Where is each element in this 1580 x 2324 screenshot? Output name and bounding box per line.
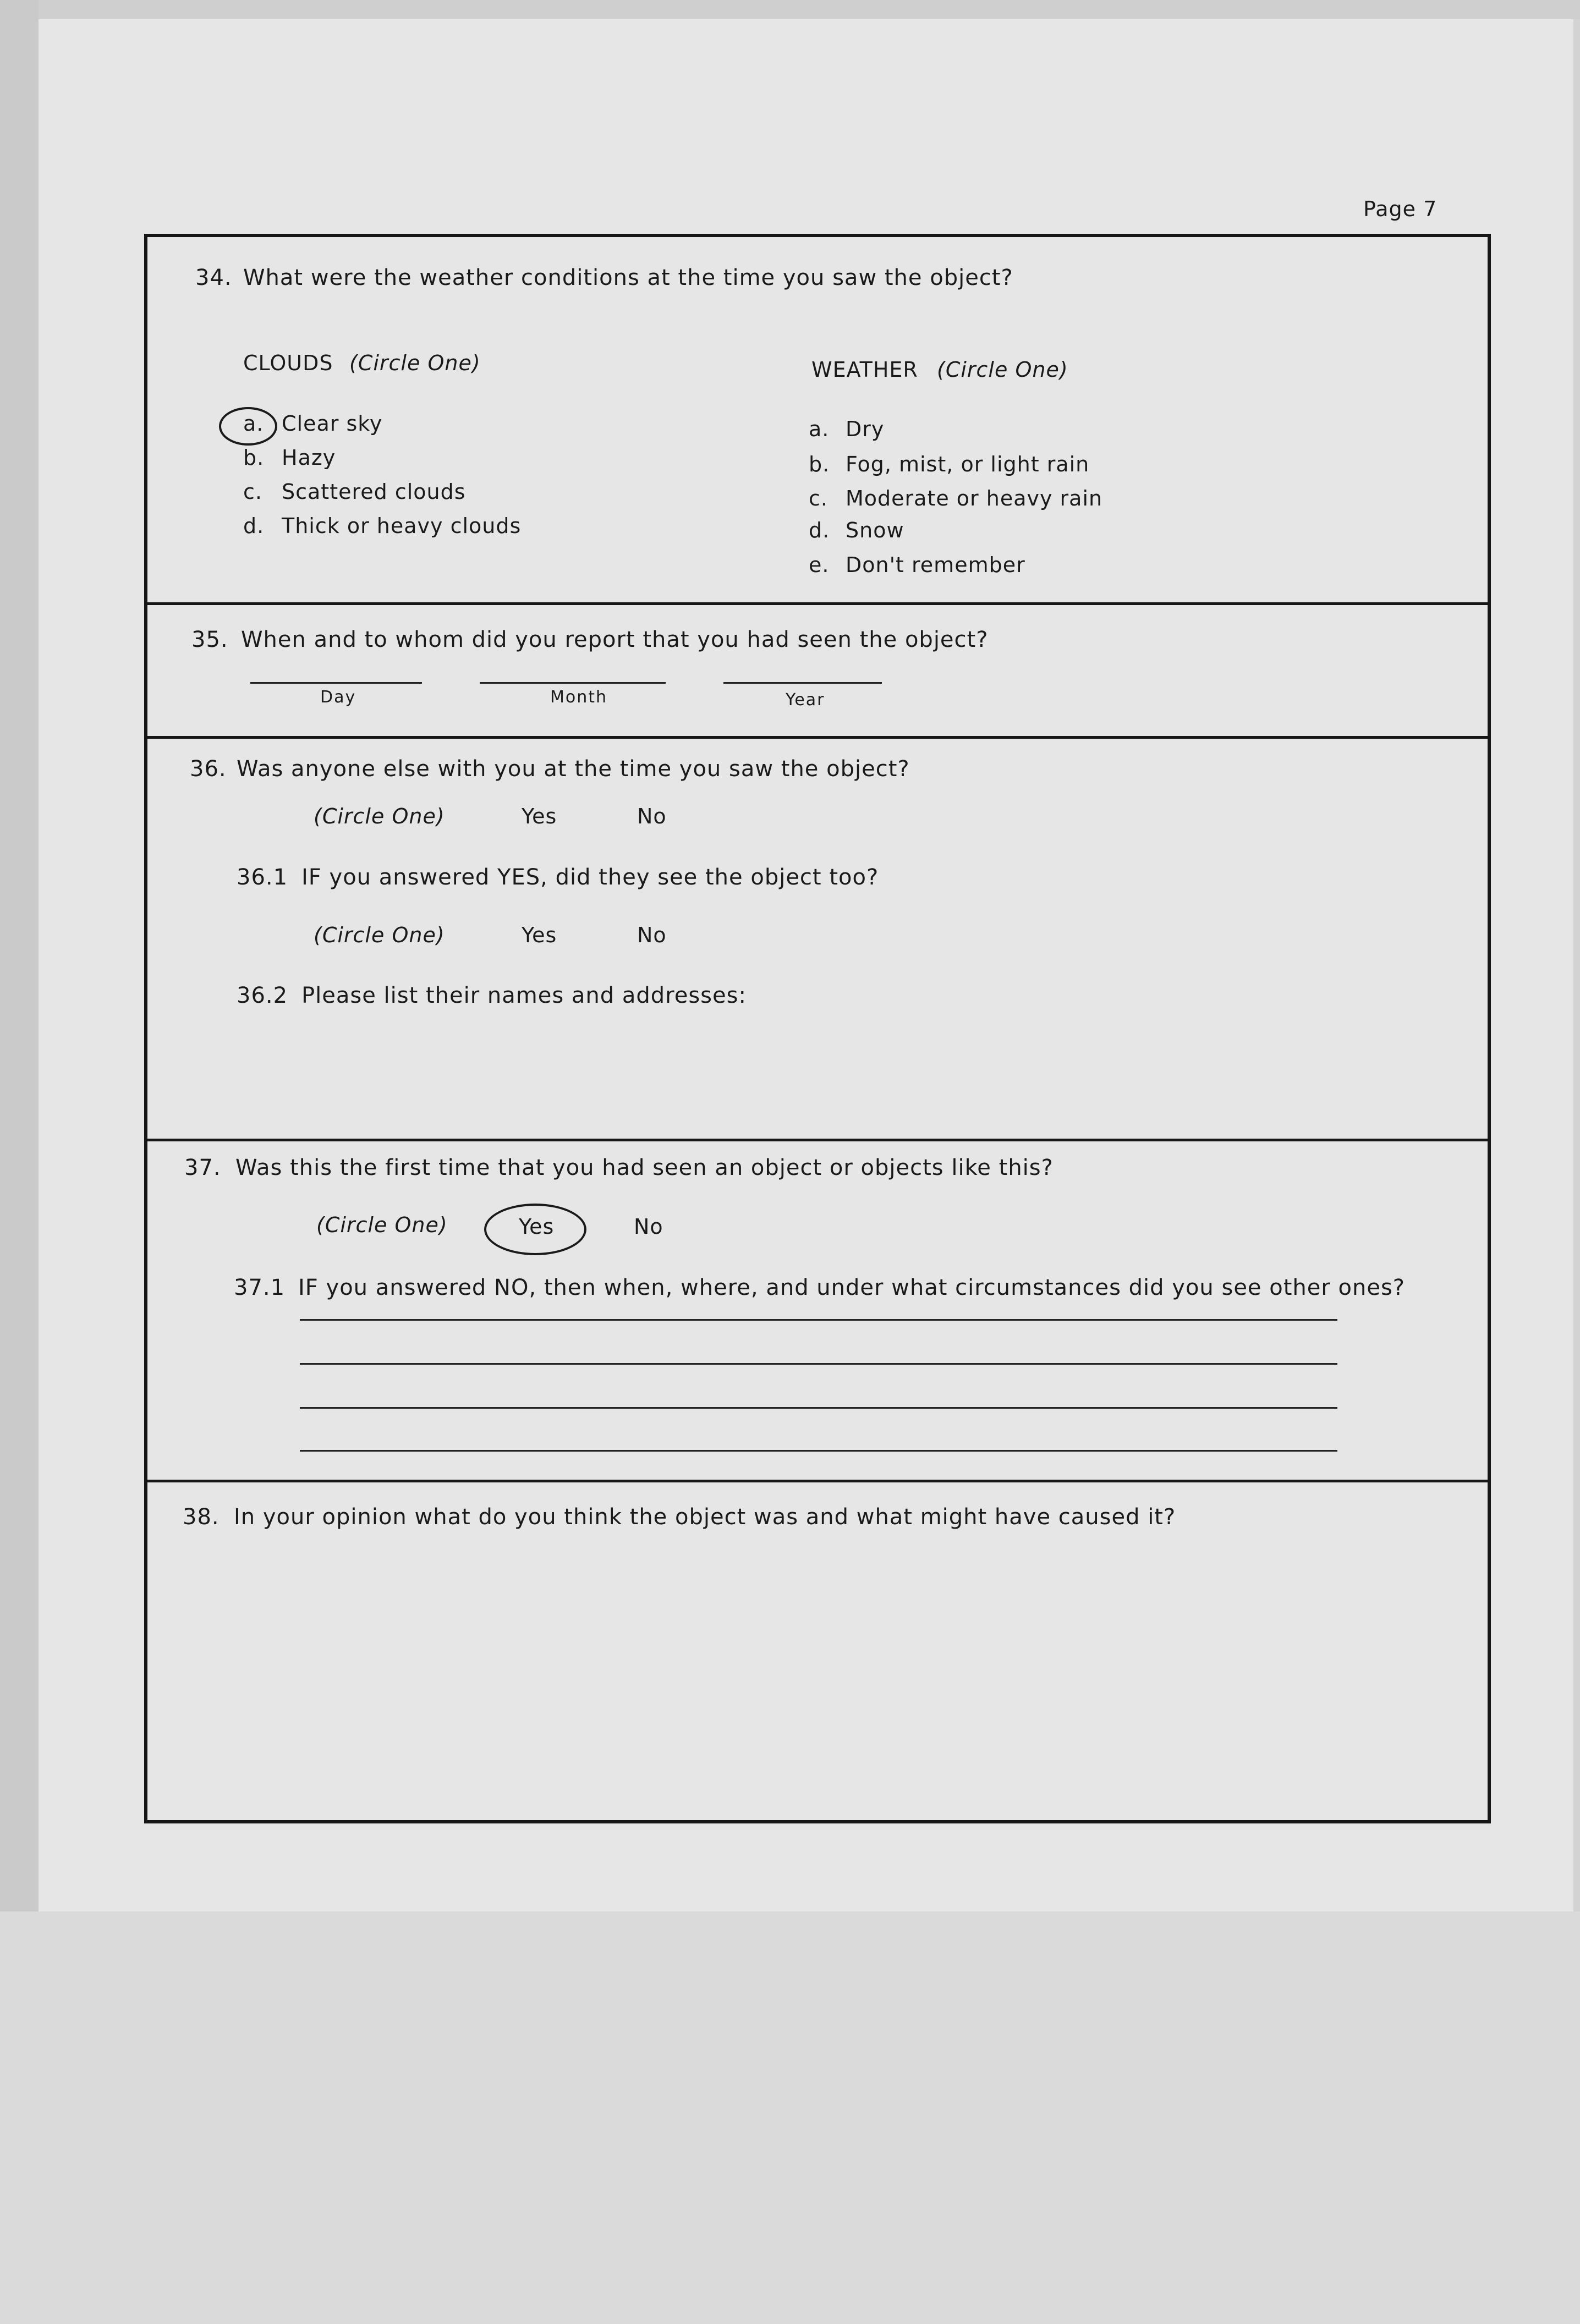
question-38-number: 38.: [183, 1504, 220, 1530]
question-36-1-no[interactable]: No: [637, 923, 667, 947]
weather-option-c-letter[interactable]: c.: [809, 486, 828, 510]
question-37-1-number: 37.1: [234, 1275, 286, 1300]
question-37-yes[interactable]: Yes: [519, 1215, 555, 1239]
answer-line-1[interactable]: [300, 1319, 1337, 1321]
question-36-1-yes[interactable]: Yes: [522, 923, 557, 947]
question-36-number: 36.: [190, 756, 227, 782]
question-36-2-text: Please list their names and addresses:: [301, 983, 747, 1008]
clouds-option-b-letter[interactable]: b.: [243, 446, 265, 470]
weather-option-d-text[interactable]: Snow: [846, 518, 904, 542]
clouds-option-d-letter[interactable]: d.: [243, 514, 265, 538]
question-36-yes[interactable]: Yes: [522, 804, 557, 828]
question-36-1-instruction: (Circle One): [314, 923, 445, 947]
weather-option-e-letter[interactable]: e.: [809, 553, 830, 577]
answer-line-2[interactable]: [300, 1363, 1337, 1365]
year-field-label: Year: [786, 690, 825, 710]
section-divider-38: [144, 1480, 1491, 1482]
question-36-1-number: 36.1: [237, 865, 288, 890]
question-36-2-number: 36.2: [237, 983, 288, 1008]
page-number: Page 7: [1363, 197, 1438, 221]
year-field-line[interactable]: [723, 682, 882, 684]
month-field-label: Month: [550, 688, 608, 707]
clouds-option-a-letter[interactable]: a.: [243, 411, 264, 436]
question-34-number: 34.: [195, 265, 232, 290]
question-34-text: What were the weather conditions at the time you saw the object?: [243, 265, 1013, 290]
weather-option-e-text[interactable]: Don't remember: [846, 553, 1025, 577]
section-divider-35: [144, 602, 1491, 605]
clouds-heading: CLOUDS: [243, 351, 333, 375]
month-field-line[interactable]: [480, 682, 666, 684]
clouds-instruction: (Circle One): [349, 351, 481, 375]
scan-left-edge: [0, 0, 39, 1911]
clouds-option-b-text[interactable]: Hazy: [282, 446, 336, 470]
weather-instruction: (Circle One): [937, 358, 1068, 382]
question-36-no[interactable]: No: [637, 804, 667, 828]
question-37-text: Was this the first time that you had seen an object or objects like this?: [235, 1155, 1054, 1180]
question-37-no[interactable]: No: [634, 1215, 663, 1239]
question-37-number: 37.: [184, 1155, 221, 1180]
answer-line-3[interactable]: [300, 1407, 1337, 1409]
clouds-option-d-text[interactable]: Thick or heavy clouds: [282, 514, 522, 538]
question-36-text: Was anyone else with you at the time you saw the object?: [237, 756, 910, 782]
question-35-number: 35.: [191, 627, 228, 652]
question-36-1-text: IF you answered YES, did they see the object too?: [301, 865, 879, 890]
scan-top-edge: [0, 0, 1580, 19]
section-divider-36: [144, 736, 1491, 739]
section-divider-37: [144, 1139, 1491, 1141]
clouds-option-c-letter[interactable]: c.: [243, 480, 262, 504]
day-field-label: Day: [320, 688, 356, 707]
question-37-instruction: (Circle One): [316, 1213, 448, 1237]
question-36-instruction: (Circle One): [314, 804, 445, 828]
weather-option-b-letter[interactable]: b.: [809, 452, 830, 476]
weather-option-d-letter[interactable]: d.: [809, 518, 830, 542]
scan-bottom-margin: [0, 1911, 1580, 2324]
weather-option-a-text[interactable]: Dry: [846, 417, 885, 441]
answer-line-4[interactable]: [300, 1450, 1337, 1452]
question-35-text: When and to whom did you report that you had seen the object?: [241, 627, 989, 652]
weather-heading: WEATHER: [811, 358, 918, 382]
question-37-1-text: IF you answered NO, then when, where, and under what circumstances did you see other ones?: [298, 1275, 1406, 1300]
day-field-line[interactable]: [250, 682, 422, 684]
clouds-option-c-text[interactable]: Scattered clouds: [282, 480, 466, 504]
clouds-option-a-text[interactable]: Clear sky: [282, 411, 383, 436]
weather-option-c-text[interactable]: Moderate or heavy rain: [846, 486, 1103, 510]
weather-option-b-text[interactable]: Fog, mist, or light rain: [846, 452, 1090, 476]
weather-option-a-letter[interactable]: a.: [809, 417, 830, 441]
question-38-text: In your opinion what do you think the object was and what might have caused it?: [234, 1504, 1176, 1530]
